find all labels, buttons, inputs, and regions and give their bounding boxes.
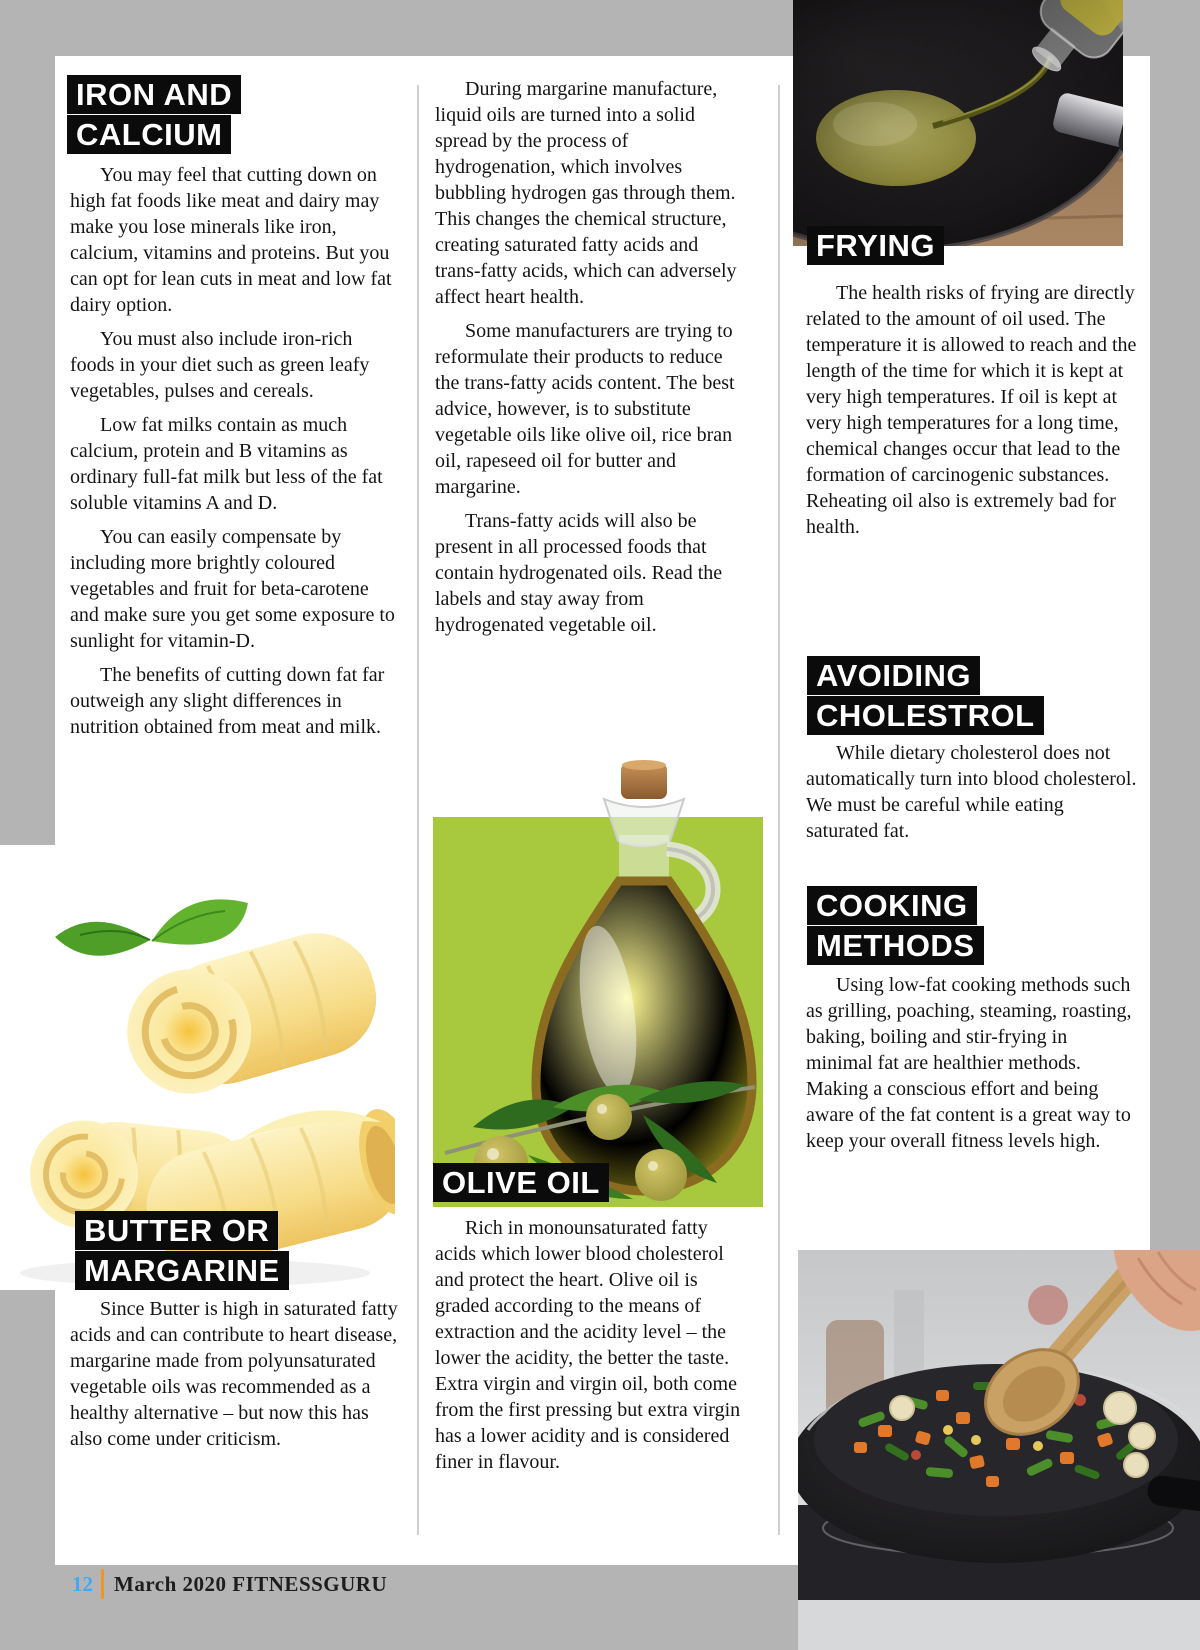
paragraph: Trans-fatty acids will also be present in all processed foods that contain hydrogenated oils. Read the labels and stay away from hydrogenated vegetable oil. bbox=[435, 510, 723, 636]
heading-line: IRON AND bbox=[67, 75, 241, 114]
paragraph: Low fat milks contain as much calcium, protein and B vitamins as ordinary full-fat milk but less of the fat soluble vitamins A and D. bbox=[70, 414, 383, 514]
section-heading-iron-calcium bbox=[67, 75, 241, 155]
section-heading-frying bbox=[807, 226, 944, 266]
section-heading-butter-margarine bbox=[75, 1211, 289, 1291]
paragraph: You must also include iron-rich foods in your diet such as green leafy vegetables, pulses and cereals. bbox=[70, 328, 370, 402]
column-divider-right bbox=[778, 85, 780, 1535]
olive-oil-illustration bbox=[433, 755, 763, 1207]
heading-line: CALCIUM bbox=[67, 115, 231, 154]
paragraph: You may feel that cutting down on high fat foods like meat and dairy may make you lose minerals like iron, calcium, vitamins and proteins. But you can opt for lean cuts in meat and low fat dairy option. bbox=[70, 164, 392, 316]
heading-line: AVOIDING bbox=[807, 656, 980, 695]
paragraph: You can easily compensate by including more brightly coloured vegetables and fruit for beta-carotene and make sure you get some exposure to sunlight for vitamin-D. bbox=[70, 526, 395, 652]
paragraph: Since Butter is high in saturated fatty acids and can contribute to heart disease, margarine made from polyunsaturated vegetable oils was recommended as a healthy alternative – but now this has also come under criticism. bbox=[70, 1298, 398, 1450]
olive-oil-text bbox=[435, 1215, 741, 1483]
section-heading-olive-oil bbox=[433, 1163, 609, 1203]
avoiding-cholestrol-text bbox=[806, 740, 1138, 852]
section-heading-avoiding-cholestrol bbox=[807, 656, 1044, 736]
footer-issue: March 2020 FITNESSGURU bbox=[114, 1571, 388, 1596]
paragraph: While dietary cholesterol does not automatically turn into blood cholesterol. We must be careful while eating saturated fat. bbox=[806, 742, 1137, 842]
paragraph: The benefits of cutting down fat far outweigh any slight differences in nutrition obtained from meat and milk. bbox=[70, 664, 385, 738]
butter-margarine-text bbox=[70, 1296, 400, 1460]
heading-line: COOKING bbox=[807, 886, 977, 925]
footer bbox=[72, 1569, 387, 1599]
footer-divider bbox=[101, 1569, 104, 1599]
paragraph: Using low-fat cooking methods such as grilling, poaching, steaming, roasting, baking, boiling and stir-frying in minimal fat are healthier methods. Making a conscious effort and being aware of the fat content is a great way to keep your overall fitness levels high. bbox=[806, 974, 1132, 1152]
cooking-methods-text bbox=[806, 972, 1138, 1162]
iron-calcium-text bbox=[70, 162, 400, 748]
heading-line: METHODS bbox=[807, 926, 984, 965]
heading-line: MARGARINE bbox=[75, 1251, 289, 1290]
frying-pan-photo bbox=[793, 0, 1123, 246]
paragraph: Some manufacturers are trying to reformulate their products to reduce the trans-fatty acids content. The best advice, however, is to substitute vegetable oils like olive oil, rice bran oil, rapeseed oil for butter and margarine. bbox=[435, 320, 735, 498]
stirfry-photo bbox=[798, 1250, 1200, 1650]
heading-line: BUTTER OR bbox=[75, 1211, 278, 1250]
heading-line: OLIVE OIL bbox=[433, 1163, 609, 1202]
paragraph: The health risks of frying are directly related to the amount of oil used. The temperature it is allowed to reach and the length of the time for which it is kept at very high temperatures. If oil is kept at very high temperatures for a long time, chemical changes occur that lead to the formation of carcinogenic substances. Reheating oil also is extremely bad for health. bbox=[806, 282, 1137, 538]
column-divider-left bbox=[417, 85, 419, 1535]
frying-text bbox=[806, 280, 1138, 548]
paragraph: During margarine manufacture, liquid oils are turned into a solid spread by the process of hydrogenation, which involves bubbling hydrogen gas through them. This changes the chemical structure, creating saturated fatty acids and trans-fatty acids, which can adversely affect heart health. bbox=[435, 78, 737, 308]
page-number: 12 bbox=[72, 1571, 93, 1596]
heading-line: FRYING bbox=[807, 226, 944, 265]
paragraph: Rich in monounsaturated fatty acids which lower blood cholesterol and protect the heart. Olive oil is graded according to the means of extraction and the acidity level – the lower the acidity, the better the taste. Extra virgin and virgin oil, both come from the first pressing but extra virgin has a lower acidity and is considered finer in flavour. bbox=[435, 1217, 741, 1473]
heading-line: CHOLESTROL bbox=[807, 696, 1044, 735]
margarine-text bbox=[435, 76, 737, 646]
section-heading-cooking-methods bbox=[807, 886, 984, 966]
